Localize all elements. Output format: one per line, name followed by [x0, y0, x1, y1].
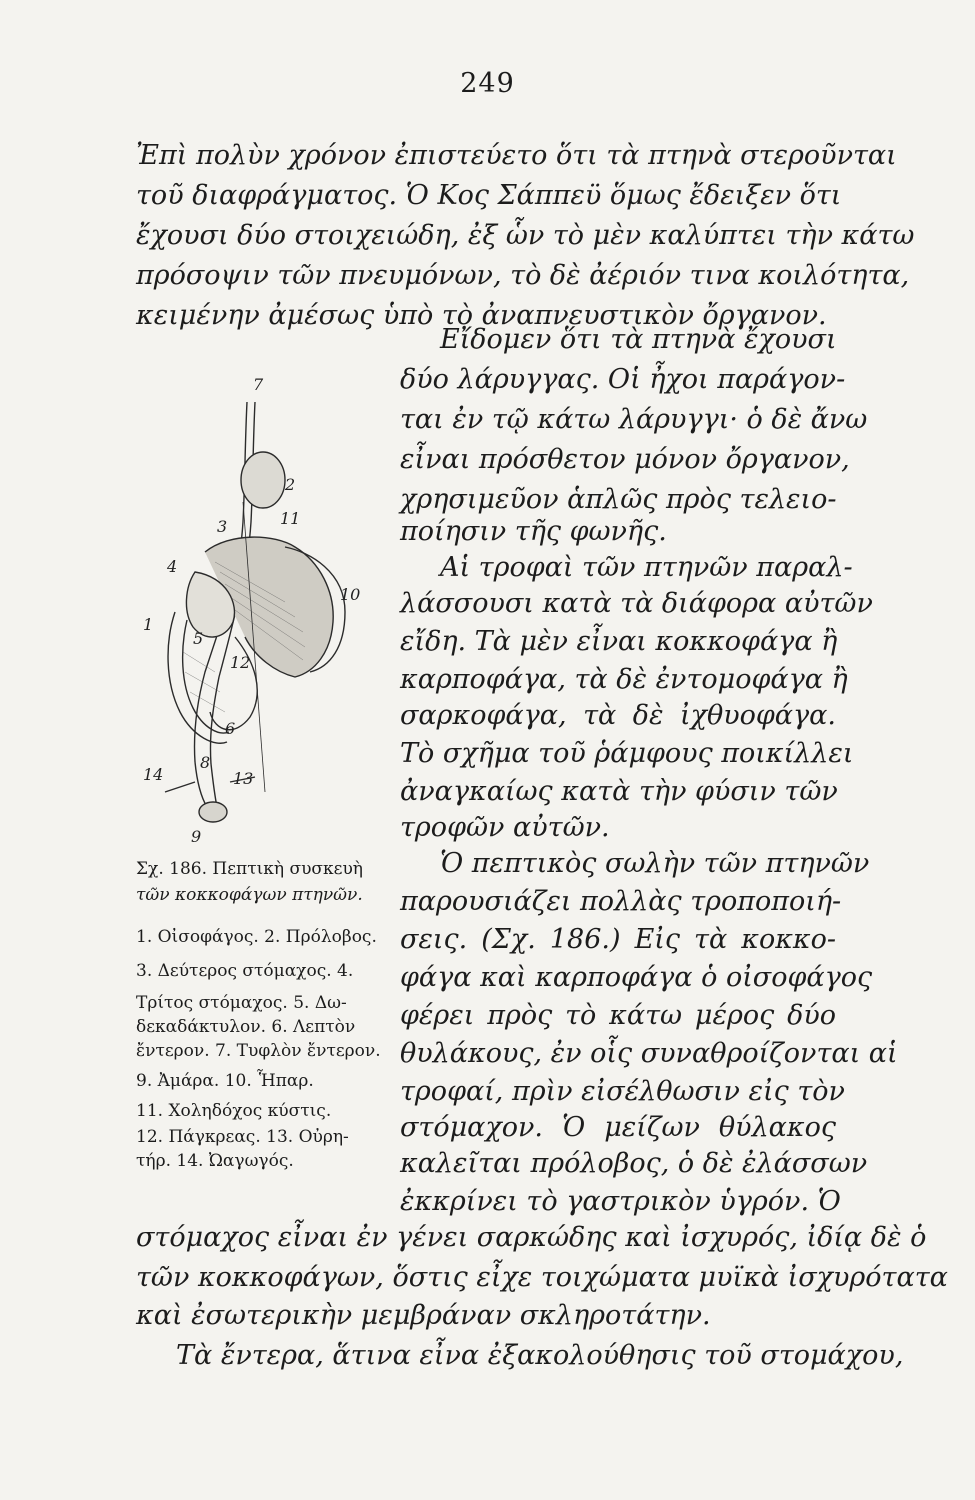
body-right-line: καλεῖται πρόλοβος, ὁ δὲ ἐλάσσων — [400, 1148, 868, 1179]
body-right-line: χρησιμεῦον ἁπλῶς πρὸς τελειο- — [400, 484, 837, 515]
figure-label: 11 — [280, 509, 301, 528]
caption-line: 1. Οἰσοφάγος. 2. Πρόλοβος. — [136, 927, 377, 947]
body-right-line: Αἱ τροφαὶ τῶν πτηνῶν παραλ- — [440, 552, 853, 583]
caption-line: 3. Δεύτερος στόμαχος. 4. — [136, 961, 354, 981]
body-right-line: φάγα καὶ καρποφάγα ὁ οἰσοφάγος — [400, 962, 873, 993]
figure-label: 10 — [340, 585, 361, 604]
body-right-line: ἐκκρίνει τὸ γαστρικὸν ὑγρόν. Ὁ — [400, 1186, 841, 1217]
body-right-line: Εἴδομεν ὅτι τὰ πτηνὰ ἔχουσι — [440, 324, 837, 355]
body-right-line: θυλάκους, ἐν οἷς συναθροίζονται αἱ — [400, 1038, 898, 1069]
caption-line: δεκαδάκτυλον. 6. Λεπτὸν — [136, 1017, 356, 1037]
body-top-line: τοῦ διαφράγματος. Ὁ Κος Σάππεϋ ὅμως ἔδειξεν ὅτι — [136, 180, 842, 211]
caption-line: τήρ. 14. Ὠαγωγός. — [136, 1151, 294, 1171]
body-bottom-line: τῶν κοκκοφάγων, ὅστις εἶχε τοιχώματα μυϊκὰ ἰσχυρότατα — [136, 1262, 948, 1293]
body-right-line: σαρκοφάγα, τὰ δὲ ἰχθυοφάγα. — [400, 700, 836, 731]
body-bottom-line: καὶ ἐσωτερικὴν μεμβράναν σκληροτάτην. — [136, 1300, 711, 1331]
figure-label: 6 — [225, 719, 236, 738]
body-top-line: πρόσοψιν τῶν πνευμόνων, τὸ δὲ ἀέριόν τινα κοιλότητα, — [136, 260, 910, 291]
digestive-apparatus-figure — [135, 372, 365, 852]
body-bottom-line: στόμαχος εἶναι ἐν γένει σαρκώδης καὶ ἰσχυρός, ἰδίᾳ δὲ ὁ — [136, 1222, 927, 1253]
figure-label: 4 — [167, 557, 178, 576]
body-right-line: τροφαί, πρὶν εἰσέλθωσιν εἰς τὸν — [400, 1076, 845, 1107]
body-right-line: δύο λάρυγγας. Οἱ ἦχοι παράγον- — [400, 364, 846, 395]
page-number: 249 — [460, 68, 515, 99]
body-right-line: λάσσουσι κατὰ τὰ διάφορα αὐτῶν — [400, 588, 873, 619]
body-top-line: κειμένην ἀμέσως ὑπὸ τὸ ἀναπνευστικὸν ὄργανον. — [136, 300, 827, 331]
figure-label: 12 — [230, 653, 251, 672]
figure-label: 3 — [217, 517, 228, 536]
caption-line: 12. Πάγκρεας. 13. Οὐρη- — [136, 1127, 349, 1147]
caption-line: 11. Χοληδόχος κύστις. — [136, 1101, 332, 1121]
body-right-line: Τὸ σχῆμα τοῦ ῥάμφους ποικίλλει — [400, 738, 854, 769]
body-top-line: ἔχουσι δύο στοιχειώδη, ἐξ ὧν τὸ μὲν καλύπτει τὴν κάτω — [136, 220, 915, 251]
figure-label: 9 — [191, 827, 202, 846]
figure-label: 7 — [253, 375, 264, 394]
caption-line: ἔντερον. 7. Τυφλὸν ἔντερον. — [136, 1041, 381, 1061]
body-right-line: εἶναι πρόσθετον μόνον ὄργανον, — [400, 444, 850, 475]
figure-label: 13 — [233, 769, 254, 788]
body-bottom-line: Τὰ ἔντερα, ἅτινα εἶνα ἐξακολούθησις τοῦ στομάχου, — [176, 1340, 904, 1371]
body-right-line: τροφῶν αὐτῶν. — [400, 812, 610, 843]
body-right-line: σεις. (Σχ. 186.) Εἰς τὰ κοκκο- — [400, 924, 836, 955]
body-right-line: φέρει πρὸς τὸ κάτω μέρος δύο — [400, 1000, 836, 1031]
body-right-line: ποίησιν τῆς φωνῆς. — [400, 516, 667, 547]
body-top-line: Ἐπὶ πολὺν χρόνον ἐπιστεύετο ὅτι τὰ πτηνὰ στεροῦνται — [136, 140, 897, 171]
body-right-line: ται ἐν τῷ κάτω λάρυγγι· ὁ δὲ ἄνω — [400, 404, 868, 435]
figure-label: 14 — [143, 765, 164, 784]
body-right-line: στόμαχον. Ὁ μείζων θύλακος — [400, 1112, 836, 1143]
figure-label: 2 — [285, 475, 296, 494]
body-right-line: ἀναγκαίως κατὰ τὴν φύσιν τῶν — [400, 776, 838, 807]
body-right-line: παρουσιάζει πολλὰς τροποποιή- — [400, 886, 842, 917]
figure-label: 1 — [143, 615, 154, 634]
body-right-line: Ὁ πεπτικὸς σωλὴν τῶν πτηνῶν — [440, 848, 870, 879]
caption-line: 9. Ἀμάρα. 10. Ἧπαρ. — [136, 1071, 314, 1091]
body-right-line: καρποφάγα, τὰ δὲ ἐντομοφάγα ἢ — [400, 664, 848, 695]
caption-title: Σχ. 186. Πεπτικὴ συσκευὴ — [136, 859, 363, 879]
caption-line: Τρίτος στόμαχος. 5. Δω- — [136, 993, 347, 1013]
body-right-line: εἴδη. Τὰ μὲν εἶναι κοκκοφάγα ἢ — [400, 626, 838, 657]
caption-title: τῶν κοκκοφάγων πτηνῶν. — [136, 885, 363, 905]
figure-label: 5 — [193, 629, 204, 648]
figure-label: 8 — [200, 753, 211, 772]
